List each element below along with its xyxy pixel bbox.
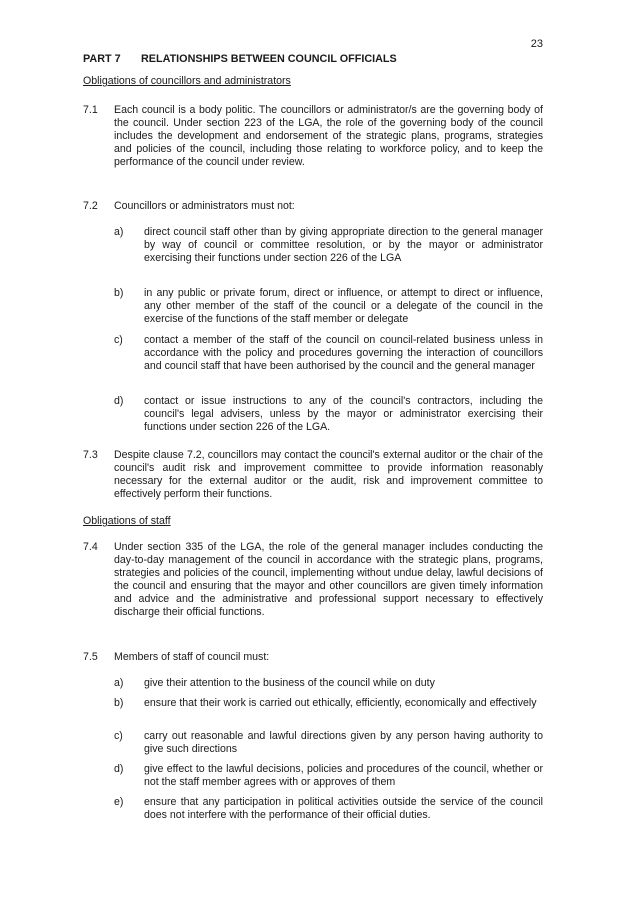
item-text: contact or issue instructions to any of the council's contractors, including the council's legal advisers, unless by the mayor or administrator exercising their functions under section 226 of the LGA. — [144, 395, 543, 433]
page-number: 23 — [530, 38, 543, 50]
list-item — [114, 697, 543, 710]
item-letter: d) — [114, 395, 124, 407]
clause-number: 7.5 — [83, 651, 98, 663]
clause-number: 7.1 — [83, 104, 98, 116]
clause-number: 7.4 — [83, 541, 98, 553]
clause-text: Councillors or administrators must not: — [114, 200, 295, 212]
item-text: contact a member of the staff of the council on council-related business unless in accordance with the policy and procedures governing the interaction of councillors and council staff that have been authorised by the council and the general manager — [144, 334, 543, 372]
part-title: RELATIONSHIPS BETWEEN COUNCIL OFFICIALS — [141, 53, 397, 65]
item-letter: b) — [114, 287, 124, 299]
list-item — [114, 677, 543, 690]
clause-text: Under section 335 of the LGA, the role of the general manager includes conducting the day-to-day management of the council in accordance with the strategic plans, programs, strategies and policies of the council, implementing without undue delay, lawful decisions of the council and ensuring that the mayor and other councillors are given timely information and advice and the administrative and professional support necessary to effectively discharge their official functions. — [114, 541, 543, 618]
clause-text: Members of staff of council must: — [114, 651, 270, 663]
section-heading-staff: Obligations of staff — [83, 515, 171, 527]
clause-text: Each council is a body politic. The councillors or administrator/s are the governing body of the council. Under section 223 of the LGA, the role of the governing body of the council includes the development and endorsement of the strategic plans, programs, strategies and policies of the council, including those relating to workforce policy, and to keep the performance of the council under review. — [114, 104, 543, 168]
list-item — [114, 334, 543, 373]
clause-7-1 — [83, 104, 543, 169]
item-text: give effect to the lawful decisions, policies and procedures of the council, whether or not the staff member agrees with or approves of them — [144, 763, 543, 788]
clause-7-5 — [83, 651, 543, 664]
clause-7-4 — [83, 541, 543, 619]
part-number: PART 7 — [83, 53, 121, 65]
list-item — [114, 796, 543, 822]
list-item — [114, 730, 543, 756]
clause-number: 7.2 — [83, 200, 98, 212]
item-letter: c) — [114, 334, 123, 346]
item-letter: d) — [114, 763, 124, 775]
item-text: give their attention to the business of the council while on duty — [144, 677, 435, 689]
clause-text: Despite clause 7.2, councillors may contact the council's external auditor or the chair of the council's audit risk and improvement committee to provide information reasonably necessary for the external auditor or the audit, risk and improvement committee to effectively perform their functions. — [114, 449, 543, 500]
item-letter: c) — [114, 730, 123, 742]
item-text: direct council staff other than by giving appropriate direction to the general manager by way of council or committee resolution, or by the mayor or administrator exercising their functions under section 226 of the LGA — [144, 226, 543, 264]
part-heading — [83, 53, 397, 66]
item-letter: e) — [114, 796, 124, 808]
list-item — [114, 287, 543, 326]
item-text: ensure that their work is carried out ethically, efficiently, economically and effectively — [144, 697, 537, 709]
item-text: in any public or private forum, direct or influence, or attempt to direct or influence, any other member of the staff of the council or a delegate of the council in the exercise of the functions of the staff member or delegate — [144, 287, 543, 325]
list-item — [114, 226, 543, 265]
clause-number: 7.3 — [83, 449, 98, 461]
list-item — [114, 395, 543, 434]
item-letter: a) — [114, 226, 124, 238]
item-text: carry out reasonable and lawful directions given by any person having authority to give such directions — [144, 730, 543, 755]
list-item — [114, 763, 543, 789]
item-letter: b) — [114, 697, 124, 709]
clause-7-2 — [83, 200, 543, 213]
clause-7-3 — [83, 449, 543, 501]
item-text: ensure that any participation in political activities outside the service of the council does not interfere with the performance of their official duties. — [144, 796, 543, 821]
item-letter: a) — [114, 677, 124, 689]
section-heading-councillors: Obligations of councillors and administrators — [83, 75, 291, 87]
